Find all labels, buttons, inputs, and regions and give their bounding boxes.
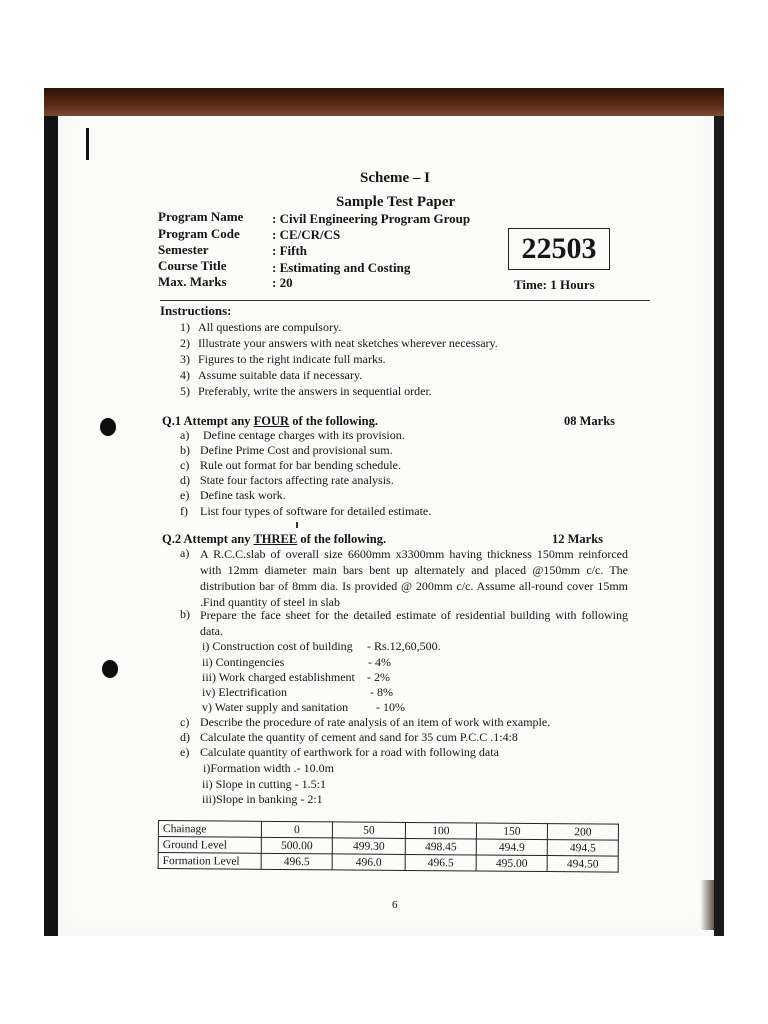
instruction-number: 5) <box>180 384 190 398</box>
table-cell: 0 <box>261 821 332 838</box>
course-title-value: : Estimating and Costing <box>272 260 411 275</box>
instruction-item <box>172 368 362 383</box>
q1-item-text: State four factors affecting rate analysis. <box>200 473 394 487</box>
q2-count: THREE <box>253 532 298 546</box>
instruction-item <box>172 384 432 399</box>
instruction-number: 4) <box>180 368 190 382</box>
table-row-header: Ground Level <box>158 837 261 854</box>
q2e-data: i)Formation width .- 10.0m <box>203 761 334 775</box>
q1-item-text: Define Prime Cost and provisional sum. <box>200 443 393 457</box>
semester-value: : Fifth <box>272 243 308 258</box>
q1-item <box>180 473 394 488</box>
q1-item-letter: c) <box>180 458 190 472</box>
q2e-item <box>180 745 499 760</box>
instruction-number: 3) <box>180 352 190 366</box>
q2b-data-label: iv) Electrification <box>202 685 287 699</box>
q1-item-letter: f) <box>180 504 188 518</box>
course-code-box: 22503 <box>508 228 610 270</box>
table-cell: 494.50 <box>547 856 618 873</box>
q1-item-text: List four types of software for detailed estimate. <box>200 504 432 518</box>
table-row-header: Formation Level <box>158 853 261 870</box>
q1-item-letter: b) <box>180 443 190 457</box>
scan-shadow <box>700 880 714 930</box>
table-cell: 494.5 <box>547 840 618 857</box>
instruction-text: Illustrate your answers with neat sketches wherever necessary. <box>198 336 498 350</box>
table-row-header: Chainage <box>158 821 261 838</box>
q2e-letter: e) <box>180 745 190 759</box>
q2d-letter: d) <box>180 730 190 744</box>
levels-table <box>158 820 619 873</box>
instruction-number: 2) <box>180 336 190 350</box>
q2-heading <box>162 532 386 547</box>
table-cell: 500.00 <box>261 837 332 854</box>
q2b-data-value: - 10% <box>376 700 405 714</box>
instruction-text: Figures to the right indicate full marks. <box>198 352 386 366</box>
time-allowed: Time: 1 Hours <box>514 277 595 292</box>
q2d-item <box>180 730 518 745</box>
instructions-heading: Instructions: <box>160 303 232 318</box>
instruction-text: Assume suitable data if necessary. <box>198 368 363 382</box>
q2b-data-value: - 2% <box>367 670 390 684</box>
stray-mark <box>296 522 298 528</box>
q2a-text: A R.C.C.slab of overall size 6600mm x3300mm having thickness 150mm reinforced with 12mm diameter main bars bent up alternately and placed @150mm c/c. The distribution bar of 8mm dia. Is provided @ 200mm c/c. Assume all-round cover 15mm .Find quantity of steel in slab <box>200 547 628 609</box>
table-cell: 498.45 <box>405 838 476 855</box>
q1-suffix: of the following. <box>289 414 378 428</box>
q2c-item <box>180 715 550 730</box>
table-cell: 496.0 <box>332 854 405 871</box>
table-cell: 496.5 <box>405 854 476 871</box>
q2e-data: iii)Slope in banking - 2:1 <box>202 792 323 806</box>
instruction-item <box>172 320 341 335</box>
q2e-data: ii) Slope in cutting - 1.5:1 <box>202 777 326 791</box>
table-row <box>158 853 618 873</box>
table-cell: 100 <box>405 822 476 839</box>
q2b-data-label: ii) Contingencies <box>202 655 285 669</box>
max-marks-label: Max. Marks <box>158 274 227 289</box>
q2-prefix: Q.2 Attempt any <box>162 532 254 546</box>
instruction-text: Preferably, write the answers in sequential order. <box>198 384 432 398</box>
table-cell: 495.00 <box>476 855 547 872</box>
instruction-number: 1) <box>180 320 190 334</box>
table-cell: 496.5 <box>261 853 332 870</box>
q2b-data-label: v) Water supply and sanitation <box>202 700 349 714</box>
q1-heading <box>162 414 378 429</box>
q2b-data-value: - Rs.12,60,500. <box>367 639 441 653</box>
q2b-data-label: iii) Work charged establishment <box>202 670 355 684</box>
q2b-text: Prepare the face sheet for the detailed estimate of residential building with following data. <box>200 608 628 638</box>
table-cell: 150 <box>476 823 547 840</box>
q1-item-letter: d) <box>180 473 190 487</box>
q1-marks: 08 Marks <box>564 414 616 428</box>
semester-label: Semester <box>158 242 209 257</box>
scan-border-top <box>44 88 724 116</box>
scheme-title: Scheme – I <box>360 170 430 186</box>
q1-item <box>180 443 393 458</box>
q2c-letter: c) <box>180 715 190 729</box>
q1-item <box>180 488 286 503</box>
q1-item <box>180 458 401 473</box>
q1-item-text: Define centage charges with its provision. <box>200 428 405 442</box>
margin-pen-mark <box>86 128 89 160</box>
q1-count: FOUR <box>253 414 290 428</box>
page-number: 6 <box>392 899 398 911</box>
program-code-label: Program Code <box>158 226 240 241</box>
course-title-label: Course Title <box>158 258 227 273</box>
max-marks-value: : 20 <box>272 275 293 290</box>
program-name-label: Program Name <box>158 209 244 224</box>
q1-item-text: Define task work. <box>200 488 286 502</box>
q2e-text: Calculate quantity of earthwork for a road with following data <box>200 745 499 759</box>
program-name-value: : Civil Engineering Program Group <box>272 211 471 226</box>
table-cell: 494.9 <box>476 839 547 856</box>
punch-hole-lower <box>102 660 118 678</box>
q2-marks: 12 Marks <box>552 532 604 546</box>
q2c-text: Describe the procedure of rate analysis of an item of work with example. <box>200 715 551 729</box>
paper-title: Sample Test Paper <box>336 194 456 210</box>
instruction-item <box>172 352 386 367</box>
q2b-letter: b) <box>180 607 190 621</box>
q2-suffix: of the following. <box>297 532 387 546</box>
q1-item <box>180 428 405 443</box>
table-cell: 200 <box>547 824 618 841</box>
q1-item-letter: e) <box>180 488 190 502</box>
instruction-text: All questions are compulsory. <box>198 320 342 334</box>
instruction-item <box>172 336 498 351</box>
q1-item <box>180 504 431 519</box>
q1-item-text: Rule out format for bar bending schedule. <box>200 458 401 472</box>
table-cell: 50 <box>332 822 405 839</box>
punch-hole-upper <box>100 418 116 436</box>
q2a-letter: a) <box>180 546 190 560</box>
table-cell: 499.30 <box>332 838 405 855</box>
program-code-value: : CE/CR/CS <box>272 227 341 242</box>
q2b-data-value: - 4% <box>368 655 391 669</box>
header-divider <box>160 300 650 301</box>
q1-item-letter: a) <box>180 428 190 442</box>
q2d-text: Calculate the quantity of cement and sand for 35 cum P.C.C .1:4:8 <box>200 730 518 744</box>
q1-prefix: Q.1 Attempt any <box>162 414 254 428</box>
q2b-data-label: i) Construction cost of building <box>202 639 353 653</box>
q2b-data-value: - 8% <box>370 685 393 699</box>
